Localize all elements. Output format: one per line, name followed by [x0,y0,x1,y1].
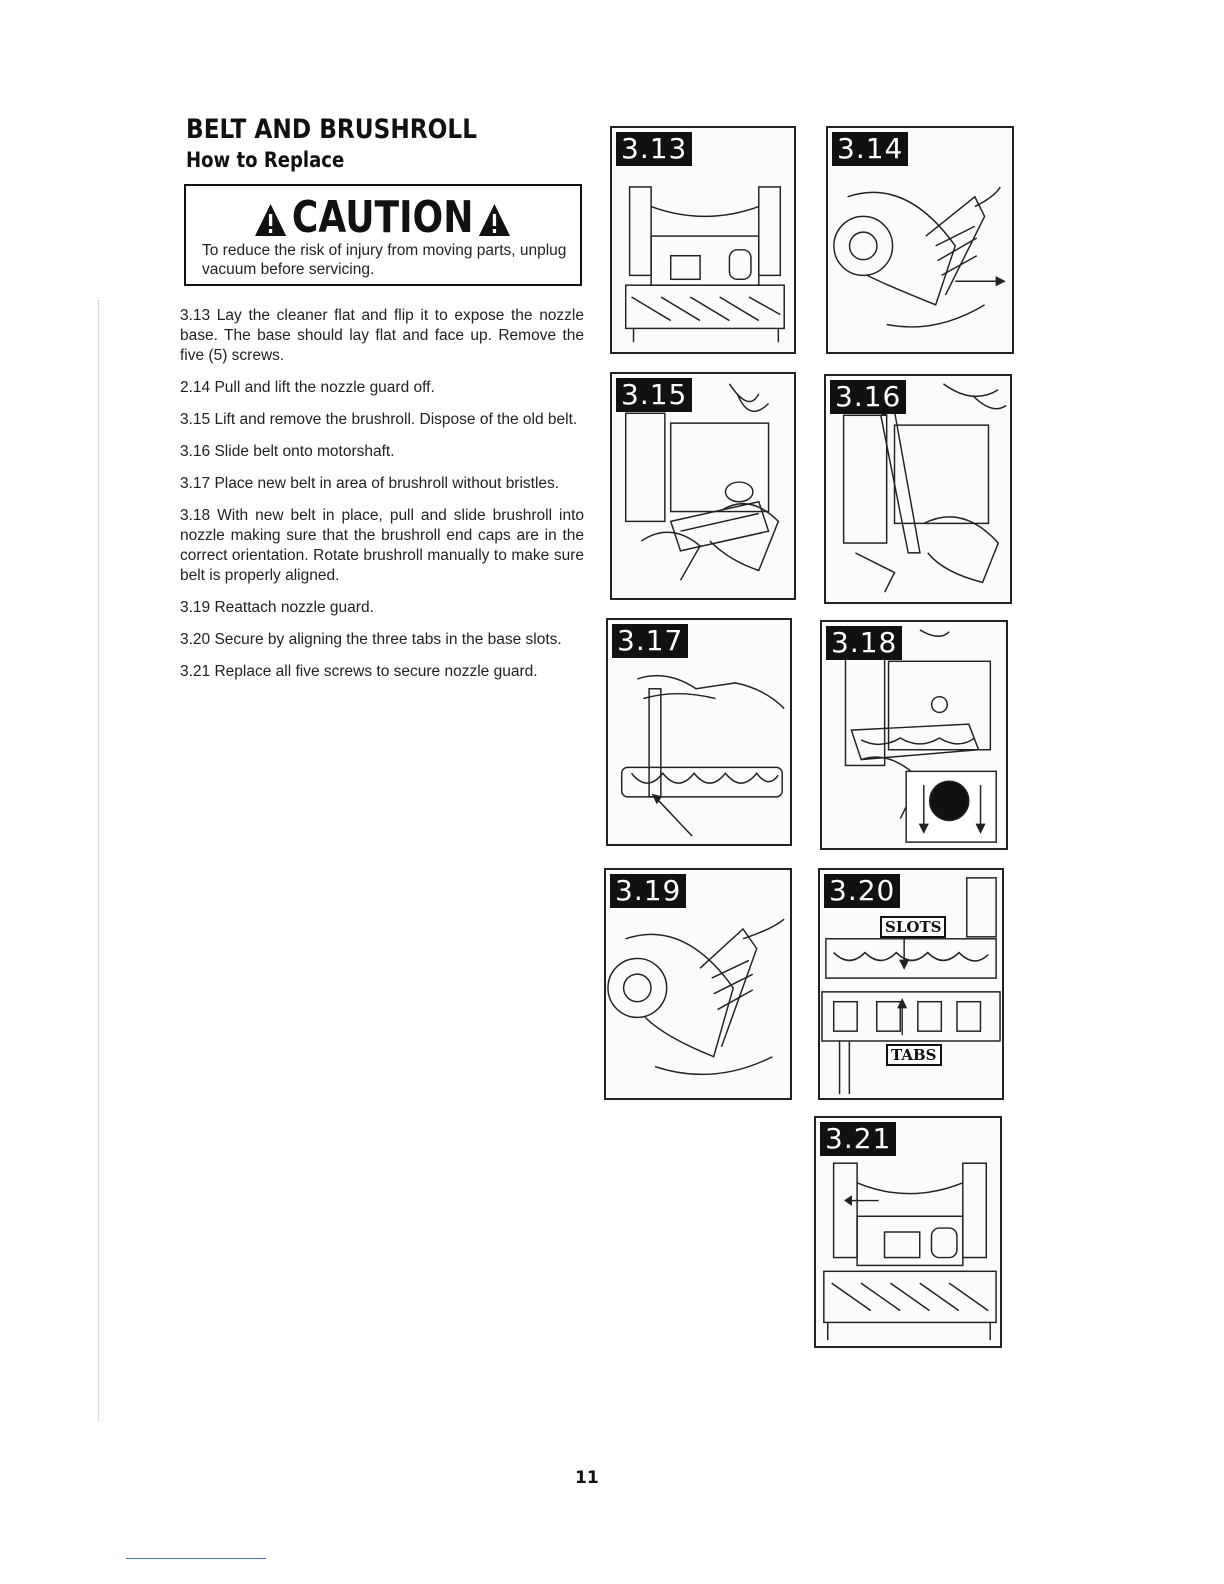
caution-box [184,184,582,286]
figure-label: 3.18 [826,626,902,660]
figure-label: 3.15 [616,378,692,412]
figure-3-14 [826,126,1014,354]
step-3-13: 3.13 Lay the cleaner flat and flip it to expose the nozzle base. The base should lay flat and face up. Remove the five (5) screws. [180,307,584,364]
step-3-16: 3.16 Slide belt onto motorshaft. [180,443,395,460]
warning-triangle-icon [479,203,512,237]
caution-heading [186,192,580,243]
figure-3-16 [824,374,1012,604]
step-2-14: 2.14 Pull and lift the nozzle guard off. [180,379,435,396]
page-number: 11 [575,1468,599,1488]
figure-3-20 [818,868,1004,1100]
step-3-17: 3.17 Place new belt in area of brushroll without bristles. [180,475,560,492]
step-3-19: 3.19 Reattach nozzle guard. [180,599,374,616]
page-title: BELT AND BRUSHROLL [186,114,478,145]
warning-triangle-icon [255,203,288,237]
figure-3-21 [814,1116,1002,1348]
figure-label: 3.13 [616,132,692,166]
step-3-21: 3.21 Replace all five screws to secure nozzle guard. [180,663,538,680]
figure-label: 3.20 [824,874,900,908]
figure-label: 3.14 [832,132,908,166]
step-3-15: 3.15 Lift and remove the brushroll. Dispose of the old belt. [180,411,578,428]
footer-rule [126,1558,266,1559]
tabs-callout: TABS [886,1044,942,1066]
figure-3-19 [604,868,792,1100]
figure-label: 3.17 [612,624,688,658]
figure-3-17 [606,618,792,846]
figure-3-18 [820,620,1008,850]
figure-3-15 [610,372,796,600]
page-subtitle: How to Replace [186,148,345,172]
steps-list [180,306,584,694]
figure-3-13 [610,126,796,354]
figure-label: 3.21 [820,1122,896,1156]
figure-label: 3.16 [830,380,906,414]
step-3-18: 3.18 With new belt in place, pull and slide brushroll into nozzle making sure that the brushroll end caps are in the correct orientation. Rotate brushroll manually to make sure belt is properly aligned. [180,507,584,584]
figure-label: 3.19 [610,874,686,908]
margin-dotted-line [98,300,99,1420]
step-3-20: 3.20 Secure by aligning the three tabs in the base slots. [180,631,562,648]
slots-callout: SLOTS [880,916,946,938]
caution-text: To reduce the risk of injury from moving parts, unplug vacuum before servicing. [202,242,567,278]
caution-title: CAUTION [292,192,474,243]
